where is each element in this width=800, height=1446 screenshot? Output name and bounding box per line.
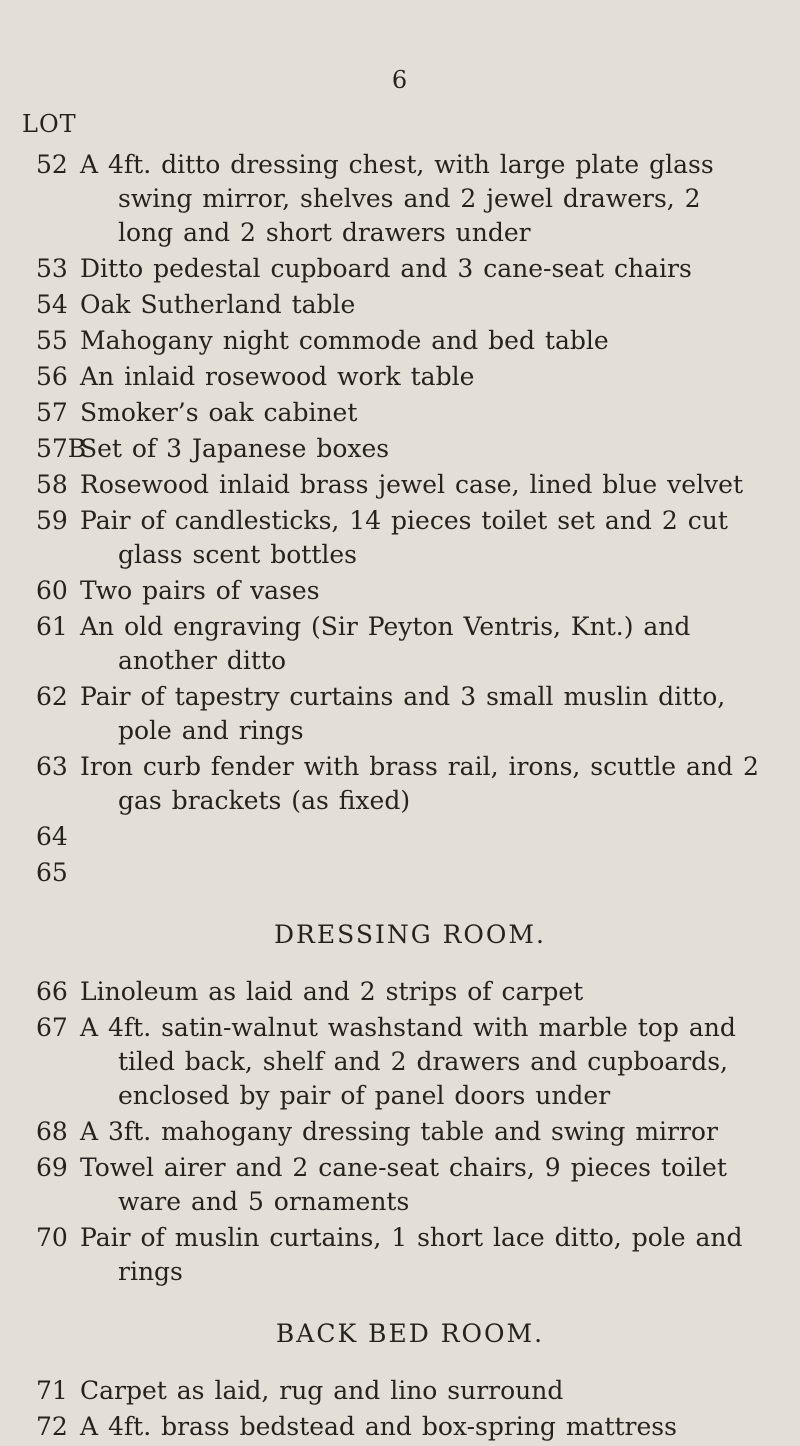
lot-entry: [0, 288, 800, 322]
lot-number: 63: [36, 752, 68, 781]
lot-description: Pair of tapestry curtains and 3 small muslin ditto, pole and rings: [80, 682, 726, 745]
lot-entry: [0, 750, 800, 818]
lot-description: A 3ft. mahogany dressing table and swing mirror: [80, 1117, 718, 1146]
lot-number: 57B: [36, 434, 87, 463]
lot-description: Set of 3 Japanese boxes: [80, 434, 390, 463]
lot-entry: [0, 1011, 800, 1113]
lot-description: A 4ft. satin-walnut washstand with marble top and tiled back, shelf and 2 drawers and cupboards, enclosed by pair of panel doors under: [80, 1013, 736, 1110]
lot-entry: [0, 360, 800, 394]
lot-number: 71: [36, 1376, 68, 1405]
lot-number: 58: [36, 470, 68, 499]
lot-entry: [0, 574, 800, 608]
lot-number: 66: [36, 977, 68, 1006]
lot-entry: [0, 1374, 800, 1408]
lot-entry: [0, 504, 800, 572]
lot-description: An old engraving (Sir Peyton Ventris, Knt.) and another ditto: [80, 612, 691, 675]
lot-description: Rosewood inlaid brass jewel case, lined blue velvet: [80, 470, 744, 499]
lot-description: Smoker’s oak cabinet: [80, 398, 358, 427]
lot-number: 56: [36, 362, 68, 391]
lot-entry: [0, 432, 800, 466]
lot-description: Two pairs of vases: [80, 576, 320, 605]
lot-description: Pair of muslin curtains, 1 short lace ditto, pole and rings: [80, 1223, 743, 1286]
lot-number: 62: [36, 682, 68, 711]
lot-description: Towel airer and 2 cane-seat chairs, 9 pieces toilet ware and 5 ornaments: [80, 1153, 727, 1216]
lot-entry: [0, 252, 800, 286]
lot-number: 64: [36, 822, 68, 851]
lot-entry: [0, 1221, 800, 1289]
lot-description: Pair of candlesticks, 14 pieces toilet set and 2 cut glass scent bottles: [80, 506, 728, 569]
lot-number: 54: [36, 290, 68, 319]
lot-description: Mahogany night commode and bed table: [80, 326, 609, 355]
lot-number: 53: [36, 254, 68, 283]
lot-entry: [0, 975, 800, 1009]
lot-number: 61: [36, 612, 68, 641]
lot-entry: [0, 1410, 800, 1444]
lot-number: 57: [36, 398, 68, 427]
lot-number: 65: [36, 858, 68, 887]
lot-number: 59: [36, 506, 68, 535]
lot-description: Linoleum as laid and 2 strips of carpet: [80, 977, 584, 1006]
lot-description: Ditto pedestal cupboard and 3 cane-seat chairs: [80, 254, 692, 283]
lot-description: A 4ft. brass bedstead and box-spring mattress: [80, 1412, 677, 1441]
lot-entry: [0, 148, 800, 250]
lot-entry: [0, 610, 800, 678]
lot-entry: [0, 820, 800, 854]
lot-entry: [0, 1151, 800, 1219]
lot-entry: [0, 856, 800, 890]
lot-description: Iron curb fender with brass rail, irons, scuttle and 2 gas brackets (as fixed): [80, 752, 759, 815]
lot-number: 69: [36, 1153, 68, 1182]
lot-number: 60: [36, 576, 68, 605]
lot-description: Carpet as laid, rug and lino surround: [80, 1376, 564, 1405]
lot-entry: [0, 396, 800, 430]
lot-column-header: LOT: [22, 110, 77, 138]
lot-description: An inlaid rosewood work table: [80, 362, 475, 391]
lot-entry: [0, 324, 800, 358]
lot-entry: [0, 680, 800, 748]
lot-number: 68: [36, 1117, 68, 1146]
lot-list: [0, 148, 800, 1446]
section-heading-back-bed-room: BACK BED ROOM.: [275, 1319, 545, 1348]
lot-description: Oak Sutherland table: [80, 290, 356, 319]
lot-number: 70: [36, 1223, 68, 1252]
lot-number: 55: [36, 326, 68, 355]
lot-entry: [0, 468, 800, 502]
lot-description: A 4ft. ditto dressing chest, with large plate glass swing mirror, shelves and 2 jewel drawers, 2 long and 2 short drawers under: [80, 150, 714, 247]
lot-number: 67: [36, 1013, 68, 1042]
section-heading-dressing-room: DRESSING ROOM.: [274, 920, 546, 949]
lot-number: 72: [36, 1412, 68, 1441]
lot-number: 52: [36, 150, 68, 179]
lot-entry: [0, 1115, 800, 1149]
page-number: 6: [391, 66, 409, 94]
